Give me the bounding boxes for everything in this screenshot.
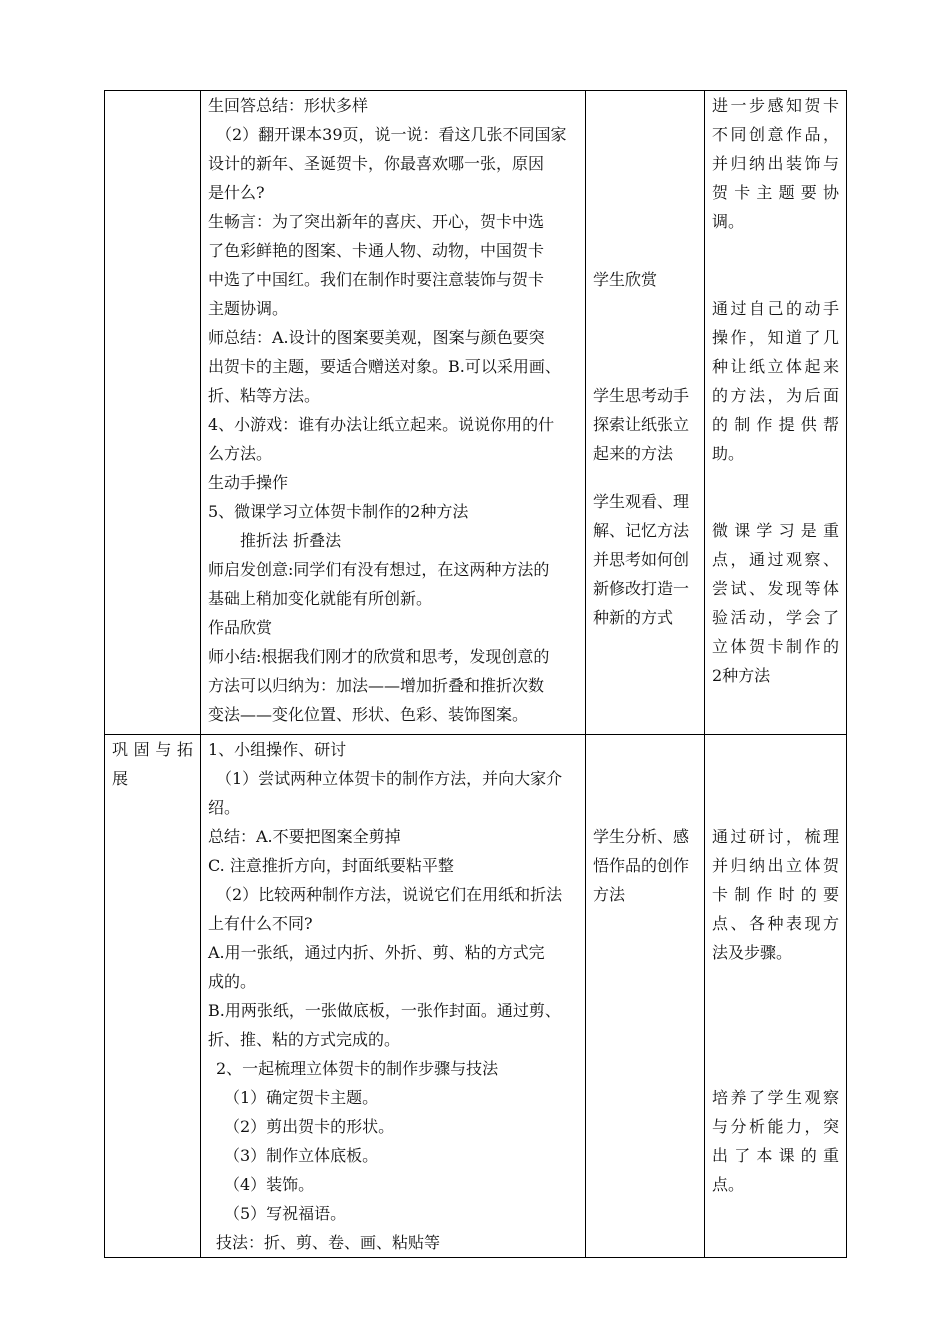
text-line: 折、粘等方法。 [208,386,321,405]
text-line: 点，通过观察、 [712,550,839,569]
text-line: 是什么? [208,183,265,202]
text-line: 微课学习是重 [712,521,839,540]
text-line: 与分析能力，突 [712,1117,839,1136]
text-line: （3）制作立体底板。 [224,1146,379,1165]
text-line: 学生欣赏 [593,270,658,289]
text-line: 设计的新年、圣诞贺卡，你最喜欢哪一张，原因 [208,154,545,173]
text-line: 2、一起梳理立体贺卡的制作步骤与技法 [216,1059,499,1078]
process-cell [201,91,586,735]
text-line: 生动手操作 [208,473,289,492]
text-line: 技法：折、剪、卷、画、粘贴等 [216,1233,441,1252]
text-line: 么方法。 [208,444,273,463]
text-line: 生畅言：为了突出新年的喜庆、开心，贺卡中选 [208,212,545,231]
text-line: 解、记忆方法 [593,521,690,540]
text-line: 1、小组操作、研讨 [208,740,347,759]
text-line: 培养了学生观察 [712,1088,839,1107]
text-line: 总结：A.不要把图案全剪掉 [208,827,401,846]
text-line: （2）比较两种制作方法，说说它们在用纸和折法 [216,885,563,904]
text-line: 上有什么不同? [208,914,313,933]
stage-label: 展 [112,769,129,788]
text-line: （2）翻开课本39页，说一说：看这几张不同国家 [216,125,567,144]
text-line: 方法 [593,885,626,904]
text-line: 的制作提供帮 [712,415,839,434]
text-line: 不同创意作品， [712,125,839,144]
text-line: 主题协调。 [208,299,289,318]
text-line: 操作，知道了几 [712,328,839,347]
text-line: 学生思考动手 [593,386,690,405]
text-line: 调。 [712,212,745,231]
text-line: 学生分析、感 [593,827,690,846]
text-line: 了色彩鲜艳的图案、卡通人物、动物，中国贺卡 [208,241,545,260]
student-activity-cell [586,735,705,1258]
stage-cell [105,91,201,735]
stage-cell [105,735,201,1258]
text-line: 探索让纸张立 [593,415,690,434]
text-line: 法及步骤。 [712,943,793,962]
text-line: 生回答总结：形状多样 [208,96,369,115]
text-line: 验活动，学会了 [712,608,839,627]
text-line: （2）剪出贺卡的形状。 [224,1117,395,1136]
text-line: 成的。 [208,972,257,991]
text-line: 尝试、发现等体 [712,579,839,598]
text-line: 折、推、粘的方式完成的。 [208,1030,401,1049]
text-line: 助。 [712,444,745,463]
text-line: 的方法，为后面 [712,386,839,405]
text-line: 作品欣赏 [208,618,273,637]
text-line: （1）尝试两种立体贺卡的制作方法，并向大家介 [216,769,563,788]
text-line: 并归纳出立体贺 [712,856,839,875]
table-row [105,91,847,735]
text-line: 立体贺卡制作的 [712,637,839,656]
text-line: 并思考如何创 [593,550,690,569]
text-line: 出了本课的重 [712,1146,839,1165]
text-line: 师总结：A.设计的图案要美观，图案与颜色要突 [208,328,545,347]
text-line: 起来的方法 [593,444,674,463]
text-line: 种新的方式 [593,608,674,627]
text-line: 师启发创意:同学们有没有想过，在这两种方法的 [208,560,550,579]
text-line: 点。 [712,1175,745,1194]
student-activity-cell [586,91,705,735]
text-line: 4、小游戏：谁有办法让纸立起来。说说你用的什 [208,415,555,434]
table-row [105,735,847,1258]
text-line: 新修改打造一 [593,579,690,598]
text-line: 卡制作时的要 [712,885,839,904]
text-line: 通过自己的动手 [712,299,839,318]
text-line: 师小结:根据我们刚才的欣赏和思考，发现创意的 [208,647,550,666]
text-line: （1）确定贺卡主题。 [224,1088,379,1107]
text-line: C. 注意推折方向，封面纸要粘平整 [208,856,454,875]
text-line: 基础上稍加变化就能有所创新。 [208,589,433,608]
design-intent-cell [705,735,847,1258]
text-line: （5）写祝福语。 [224,1204,347,1223]
text-line: 并归纳出装饰与 [712,154,839,173]
text-line: 5、微课学习立体贺卡制作的2种方法 [208,502,469,521]
stage-label: 巩固与拓 [112,740,193,759]
text-line: 绍。 [208,798,241,817]
text-line: 2种方法 [712,666,771,685]
design-intent-cell [705,91,847,735]
text-line: A.用一张纸，通过内折、外折、剪、粘的方式完 [208,943,545,962]
text-line: 变法——变化位置、形状、色彩、装饰图案。 [208,705,529,724]
text-line: （4）装饰。 [224,1175,315,1194]
text-line: 中选了中国红。我们在制作时要注意装饰与贺卡 [208,270,545,289]
text-line: 通过研讨，梳理 [712,827,839,846]
text-line: 种让纸立体起来 [712,357,839,376]
text-line: 点、各种表现方 [712,914,839,933]
text-line: 悟作品的创作 [593,856,690,875]
text-line: 贺卡主题要协 [712,183,839,202]
text-line: 出贺卡的主题，要适合赠送对象。B.可以采用画、 [208,357,561,376]
text-line: B.用两张纸，一张做底板，一张作封面。通过剪、 [208,1001,561,1020]
text-line: 推折法 折叠法 [240,531,342,550]
lesson-plan-table [104,90,847,1258]
process-cell [201,735,586,1258]
text-line: 方法可以归纳为：加法——增加折叠和推折次数 [208,676,545,695]
text-line: 进一步感知贺卡 [712,96,839,115]
text-line: 学生观看、理 [593,492,690,511]
